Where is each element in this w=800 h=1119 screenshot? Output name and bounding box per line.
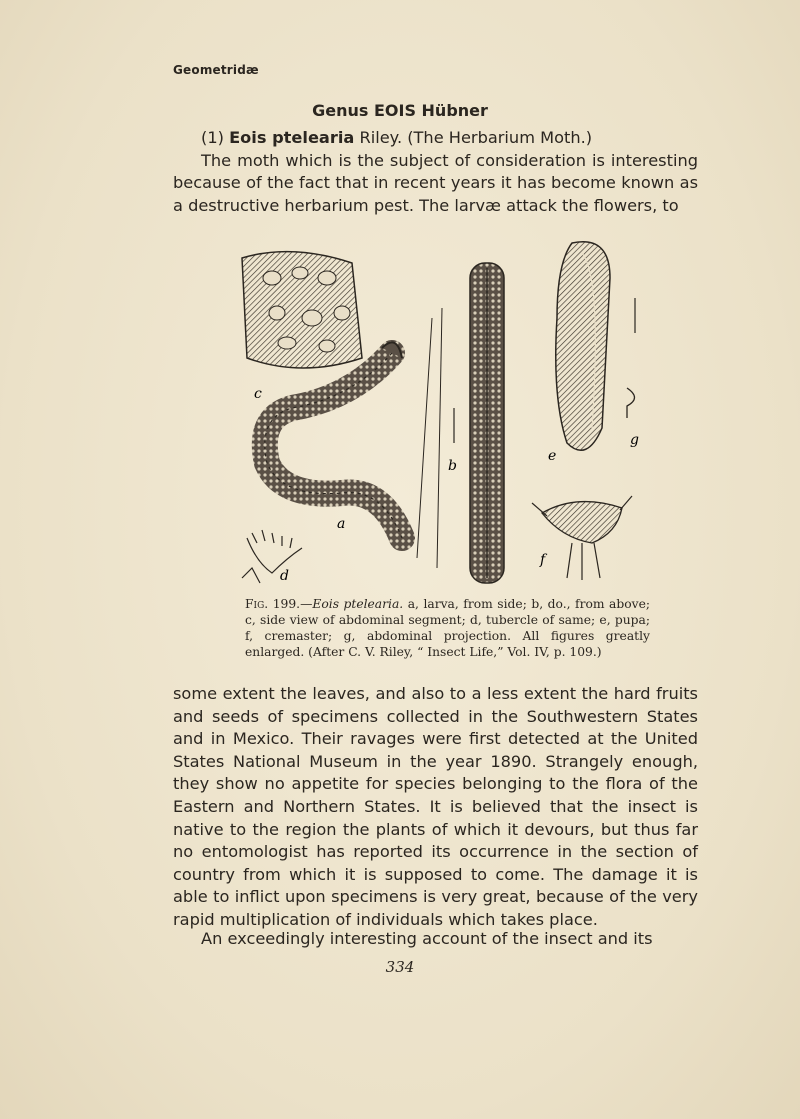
caption-label: Fig. 199. (245, 597, 301, 611)
species-title (173, 127, 698, 150)
label-g: g (630, 432, 639, 448)
figure-d-tubercle (242, 530, 302, 583)
caption-text: a, larva, from side; b, do., from above; c, side view of abdominal segment; d, tubercle of same; e, pupa; f, cremaster; g, abdominal projection. All figures greatly enlarged. (After C. V. Riley, “ Insect Life,” Vol. IV, p. 109.) (245, 597, 650, 659)
figure-g-projection (627, 388, 635, 418)
running-head: Geometridæ (173, 63, 259, 77)
figure-e-pupa (556, 242, 635, 451)
paragraph-3: An exceedingly interesting account of the insect and its (201, 929, 653, 948)
figure-c-segment (242, 252, 362, 368)
figure-b-larva-above (454, 263, 504, 583)
caption-species: Eois ptelearia. (312, 597, 404, 611)
figure-f-cremaster (532, 496, 632, 580)
figure-caption: Fig. 199.—Eois ptelearia. a, larva, from side; b, do., from above; c, side view of abdominal segment; d, tubercle of same; e, pupa; f, cremaster; g, abdominal projection. All figures greatly enlarged. (After C. V. Riley, “ Insect Life,” Vol. IV, p. 109.) (245, 597, 650, 659)
label-a: a (337, 516, 346, 532)
paragraph-1: The moth which is the subject of consideration is interesting because of the fact that in recent years it has become known as a destructive herbarium pest. The larvæ attack the flowers, to (173, 150, 698, 215)
genus-heading: Genus EOIS Hübner (312, 101, 488, 120)
label-c: c (254, 386, 262, 402)
species-intro (173, 127, 698, 217)
figure-illustration (232, 238, 652, 590)
species-number: (1) (201, 128, 224, 147)
label-d: d (280, 568, 289, 584)
species-name: Eois ptelearia (229, 128, 355, 147)
label-b: b (448, 458, 457, 474)
label-f: f (540, 552, 546, 568)
label-e: e (548, 448, 557, 464)
larva-pupa-engraving (232, 238, 652, 590)
page-number: 334 (385, 958, 415, 976)
paragraph-2: some extent the leaves, and also to a less extent the hard fruits and seeds of specimens collected in the Southwestern States and in Mexico. Their ravages were first detected at the United States National Museum in the year 1890. Strangely enough, they show no appetite for species belonging to the flora of the Eastern and Northern States. It is believed that the insect is native to the region the plants of which it devours, but thus far no entomologist has reported its occurrence in the section of country from which it is supposed to come. The damage it is able to inflict upon specimens is very great, because of the very rapid multiplication of individuals which takes place. (173, 684, 698, 929)
species-author: Riley. (The Herbarium Moth.) (359, 128, 593, 147)
